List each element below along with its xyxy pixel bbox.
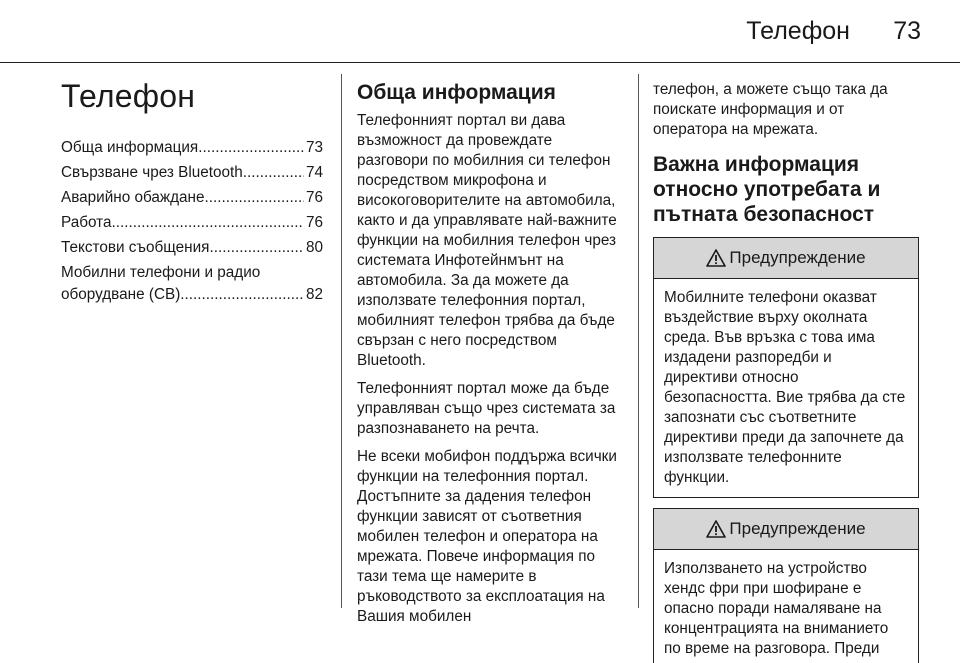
section-heading: Обща информация [357, 81, 556, 104]
paragraph: Телефонният портал може да бъде управляван също чрез системата за разпознаването на речта. [357, 380, 616, 437]
header-title: Телефон [746, 17, 850, 45]
paragraph: Телефонният портал ви дава възможност да провеждате разговори по мобилния си телефон посредством микрофона и високоговорителите на автомобила, както и да управлявате най-важните функции на мобилния телефон чрез системата Инфотейнмънт на автомобила. За да можете да използвате телефонния портал, мобилният телефон трябва да бъде свързан с него посредством Bluetooth. [357, 112, 617, 369]
warning-triangle-icon [706, 520, 726, 538]
warning-title: Предупреждение [729, 519, 866, 538]
paragraph: телефон, а можете също така да поискате информация и от оператора на мрежата. [653, 81, 888, 138]
warning-header [654, 509, 918, 550]
toc-entry-label: Аварийно обаждане [61, 189, 205, 206]
warning-box [653, 508, 919, 663]
toc-entry-page: 82 [305, 286, 323, 303]
table-of-contents [61, 137, 323, 306]
body-column-right [653, 80, 919, 663]
toc-entry[interactable] [61, 162, 323, 184]
column-divider [341, 74, 342, 608]
toc-entry-label-cont: оборудване (CB) [61, 286, 181, 303]
toc-entry-page: 76 [305, 189, 323, 206]
toc-entry-page: 80 [305, 239, 323, 256]
toc-column [61, 74, 323, 309]
page-number: 73 [893, 17, 921, 45]
toc-dot-leader [180, 284, 304, 306]
toc-entry[interactable] [61, 262, 323, 306]
chapter-title: Телефон [61, 78, 196, 114]
toc-dot-leader [205, 187, 304, 209]
toc-dot-leader [209, 237, 304, 259]
toc-entry-label: Обща информация [61, 139, 199, 156]
section-heading: Важна информация относно употребата и пътната безопасност [653, 153, 881, 226]
warning-header [654, 238, 918, 279]
toc-entry-label: Мобилни телефони и радио [61, 264, 261, 281]
toc-entry[interactable] [61, 187, 323, 209]
toc-entry[interactable] [61, 137, 323, 159]
warning-text: Мобилните телефони оказват въздействие върху околната среда. Във връзка с това има издадени разпоредби и директиви относно безопасността. Вие трябва да сте запознати със съответните директиви преди да започнете да използвате телефонните функции. [664, 289, 906, 486]
column-divider [638, 74, 639, 608]
toc-entry-page: 76 [305, 214, 323, 231]
toc-entry-label: Свързване чрез Bluetooth [61, 164, 243, 181]
toc-entry[interactable] [61, 237, 323, 259]
body-column-middle [357, 80, 627, 635]
toc-dot-leader [198, 137, 304, 159]
toc-dot-leader [243, 162, 304, 184]
warning-triangle-icon [706, 249, 726, 267]
toc-entry[interactable] [61, 212, 323, 234]
warning-title: Предупреждение [729, 248, 866, 267]
toc-entry-page: 73 [305, 139, 323, 156]
toc-entry-label: Работа [61, 214, 112, 231]
warning-box [653, 237, 919, 498]
toc-entry-page: 74 [305, 164, 323, 181]
paragraph: Не всеки мобифон поддържа всички функции на телефонния портал. Достъпните за дадения телефон функции зависят от съответния мобилен телефон и оператора на мрежата. Повече информация по тази тема ще намерите в ръководството за експлоатация на Вашия мобилен [357, 448, 617, 625]
warning-text: Използването на устройство хендс фри при шофиране е опасно поради намаляване на концентрацията на вниманието по време на разговора. Преди [664, 560, 889, 657]
page-header [0, 0, 960, 63]
toc-dot-leader [111, 212, 304, 234]
toc-entry-label: Текстови съобщения [61, 239, 210, 256]
